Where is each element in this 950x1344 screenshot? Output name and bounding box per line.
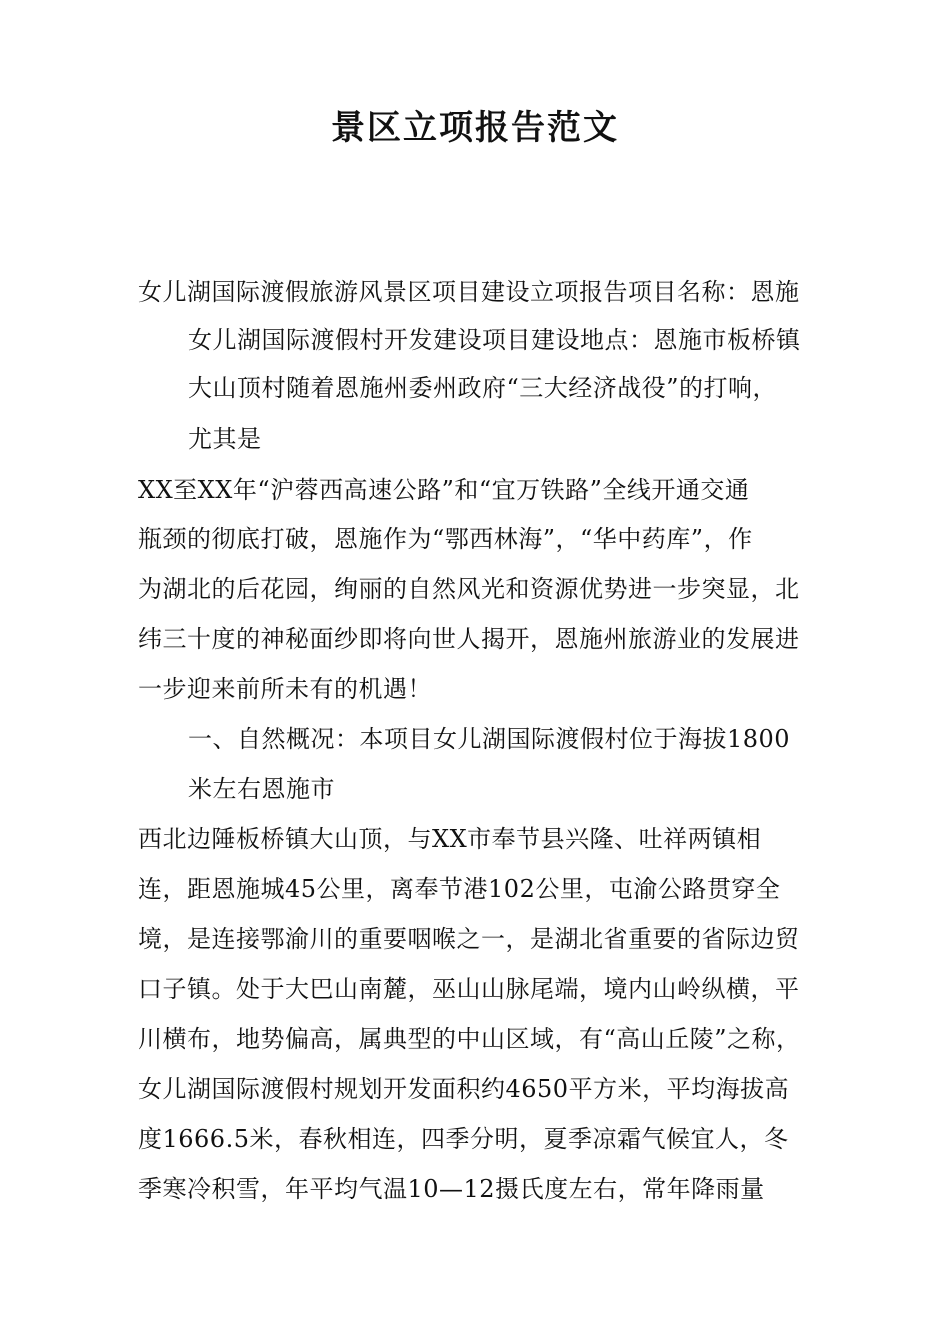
paragraph-line: 米左右恩施市: [188, 775, 335, 803]
paragraph-line: 度1666.5米，春秋相连，四季分明，夏季凉霜气候宜人，冬: [138, 1125, 789, 1153]
paragraph-line: 季寒冷积雪，年平均气温10—12摄氏度左右，常年降雨量: [138, 1175, 765, 1203]
paragraph-line: XX至XX年“沪蓉西高速公路”和“宜万铁路”全线开通交通: [138, 476, 750, 504]
paragraph-line: 大山顶村随着恩施州委州政府“三大经济战役”的打响，: [188, 374, 778, 402]
paragraph-line: 一、自然概况：本项目女儿湖国际渡假村位于海拔1800: [188, 725, 791, 753]
paragraph-line: 为湖北的后花园，绚丽的自然风光和资源优势进一步突显，北: [138, 575, 800, 603]
paragraph-line: 瓶颈的彻底打破，恩施作为“鄂西林海”，“华中药库”，作: [138, 525, 753, 553]
paragraph-line: 尤其是: [188, 425, 262, 453]
paragraph-line: 口子镇。处于大巴山南麓，巫山山脉尾端，境内山岭纵横，平: [138, 975, 800, 1003]
paragraph-line: 西北边陲板桥镇大山顶，与XX市奉节县兴隆、吐祥两镇相: [138, 825, 762, 853]
paragraph-line: 川横布，地势偏高，属典型的中山区域，有“高山丘陵”之称，: [138, 1025, 801, 1053]
paragraph-line: 女儿湖国际渡假村开发建设项目建设地点：恩施市板桥镇: [188, 326, 801, 354]
paragraph-line: 一步迎来前所未有的机遇！: [138, 675, 432, 703]
document-title: 景区立项报告范文: [331, 108, 619, 148]
paragraph-line: 女儿湖国际渡假旅游风景区项目建设立项报告项目名称：恩施: [138, 278, 800, 306]
paragraph-line: 连，距恩施城45公里，离奉节港102公里，屯渝公路贯穿全: [138, 875, 781, 903]
paragraph-line: 境，是连接鄂渝川的重要咽喉之一，是湖北省重要的省际边贸: [138, 925, 800, 953]
paragraph-line: 纬三十度的神秘面纱即将向世人揭开，恩施州旅游业的发展进: [138, 625, 800, 653]
paragraph-line: 女儿湖国际渡假村规划开发面积约4650平方米，平均海拔高: [138, 1075, 790, 1103]
